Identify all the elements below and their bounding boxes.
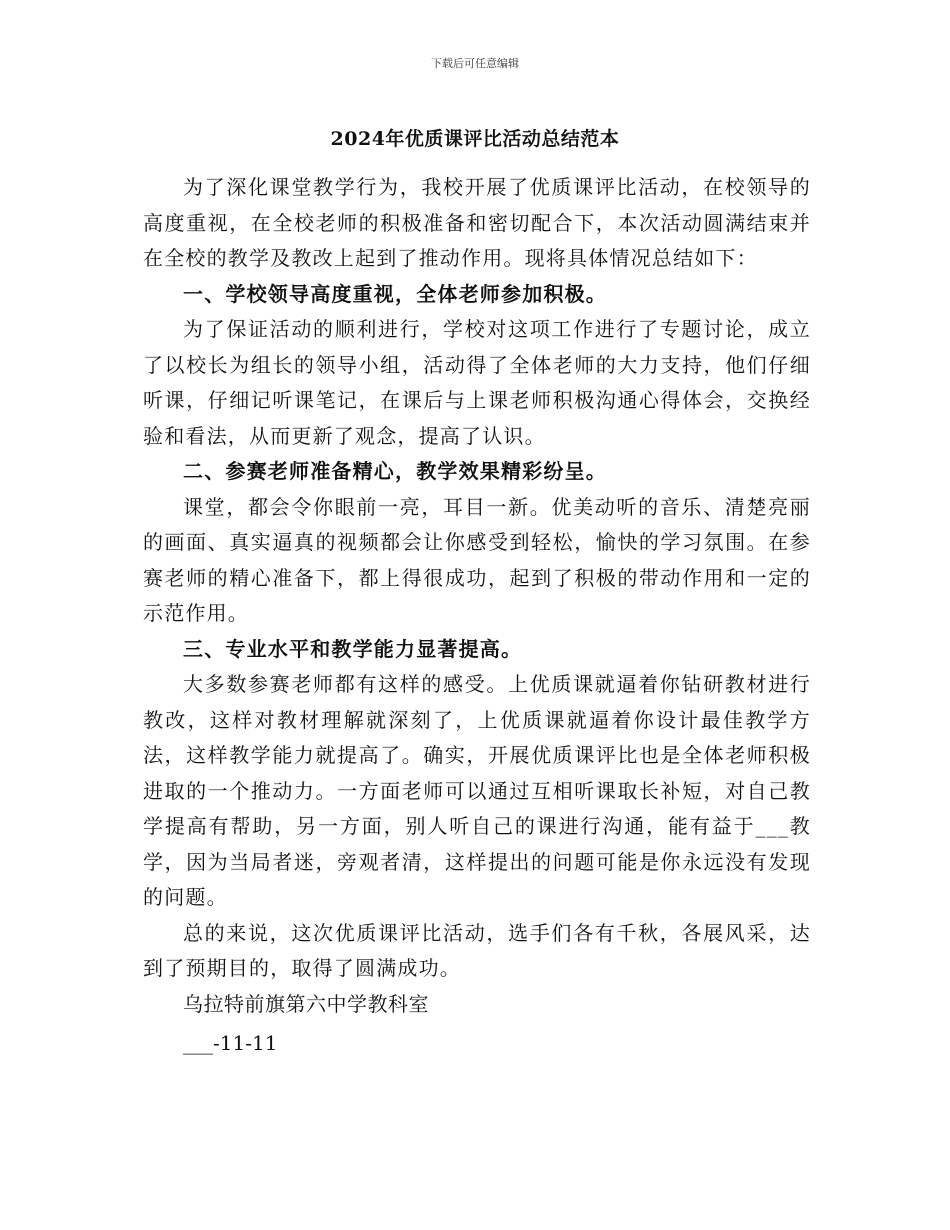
signature: 乌拉特前旗第六中学教科室 (183, 991, 429, 1016)
intro-paragraph: 为了深化课堂教学行为，我校开展了优质课评比活动，在校领导的高度重视，在全校老师的积极准备和密切配合下，本次活动圆满结束并在全校的教学及教改上起到了推动作用。现将具体情况总结如下： (143, 175, 811, 270)
document-body (143, 170, 811, 1062)
section-heading-2: 二、参赛老师准备精心，教学效果精彩纷呈。 (183, 459, 607, 483)
conclusion-paragraph: 总的来说，这次优质课评比活动，选手们各有千秋，各展风采，达到了预期目的，取得了圆满成功。 (143, 920, 811, 980)
section-heading-1: 一、学校领导高度重视，全体老师参加积极。 (183, 281, 607, 306)
document-date: ___-11-11 (183, 1031, 278, 1055)
section-paragraph-2: 课堂，都会令你眼前一亮，耳目一新。优美动听的音乐、清楚亮丽的画面、真实逼真的视频都会让你感受到轻松，愉快的学习氛围。在参赛老师的精心准备下，都上得很成功，起到了积极的带动作用和一定的示范作用。 (143, 494, 811, 625)
section-paragraph-3: 大多数参赛老师都有这样的感受。上优质课就逼着你钻研教材进行教改，这样对教材理解就深刻了，上优质课就逼着你设计最佳教学方法，这样教学能力就提高了。确实，开展优质课评比也是全体老师积极进取的一个推动力。一方面老师可以通过互相听课取长补短，对自己教学提高有帮助，另一方面，别人听自己的课进行沟通，能有益于___教学，因为当局者迷，旁观者清，这样提出的问题可能是你永远没有发现的问题。 (143, 672, 811, 909)
section-paragraph-1: 为了保证活动的顺利进行，学校对这项工作进行了专题讨论，成立了以校长为组长的领导小组，活动得了全体老师的大力支持，他们仔细听课，仔细记听课笔记，在课后与上课老师积极沟通心得体会，交换经验和看法，从而更新了观念，提高了认识。 (143, 317, 811, 448)
header-note: 下载后可任意编辑 (431, 57, 519, 70)
document-title: 2024年优质课评比活动总结范本 (330, 128, 620, 150)
section-heading-3: 三、专业水平和教学能力显著提高。 (183, 636, 523, 661)
